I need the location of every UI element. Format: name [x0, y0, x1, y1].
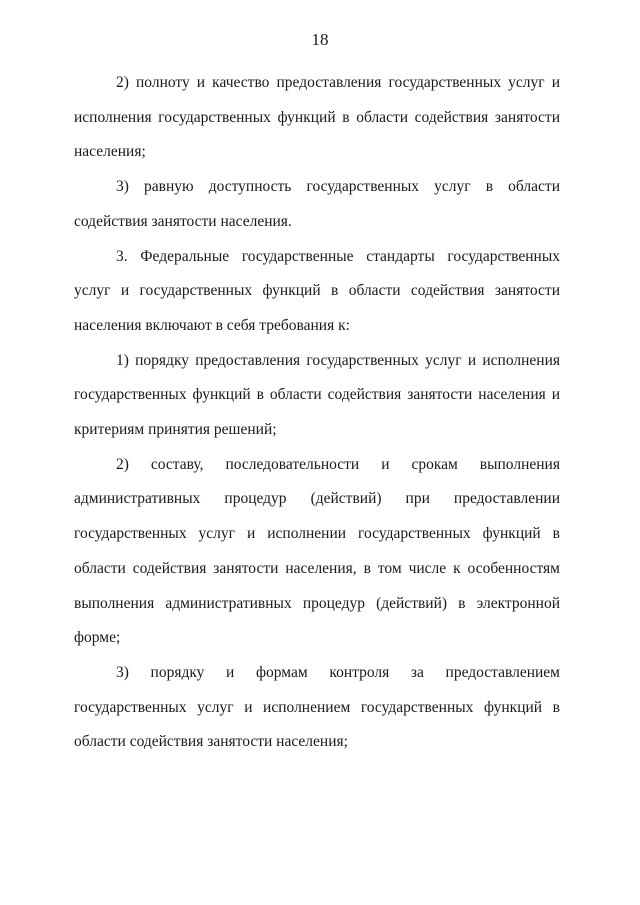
page-number: 18 — [311, 30, 329, 49]
paragraph-item-3-equal-access: 3) равную доступность государственных услуг в области содействия занятости населения. — [74, 178, 560, 230]
paragraph-item-3-control: 3) порядку и формам контроля за предоставлением государственных услуг и исполнением государственных функций в области содействия занятости населения; — [74, 663, 560, 751]
paragraph-item-1-procedure: 1) порядку предоставления государственных услуг и исполнения государственных функций в области содействия занятости населения и критериям принятия решений; — [74, 351, 560, 439]
paragraph-item-2-completeness: 2) полноту и качество предоставления государственных услуг и исполнения государственных функций в области содействия занятости населения; — [74, 74, 560, 161]
paragraph-section-3-standards: 3. Федеральные государственные стандарты государственных услуг и государственных функций в области содействия занятости населения включают в себя требования к: — [74, 247, 560, 334]
document-body — [74, 66, 560, 760]
paragraph-item-2-composition: 2) составу, последовательности и срокам выполнения административных процедур (действий) при предоставлении государственных услуг и исполнении государственных функций в области содействия занятости населения, в том числе к особенностям выполнения административных процедур (действий) в электронной форме; — [74, 455, 560, 647]
